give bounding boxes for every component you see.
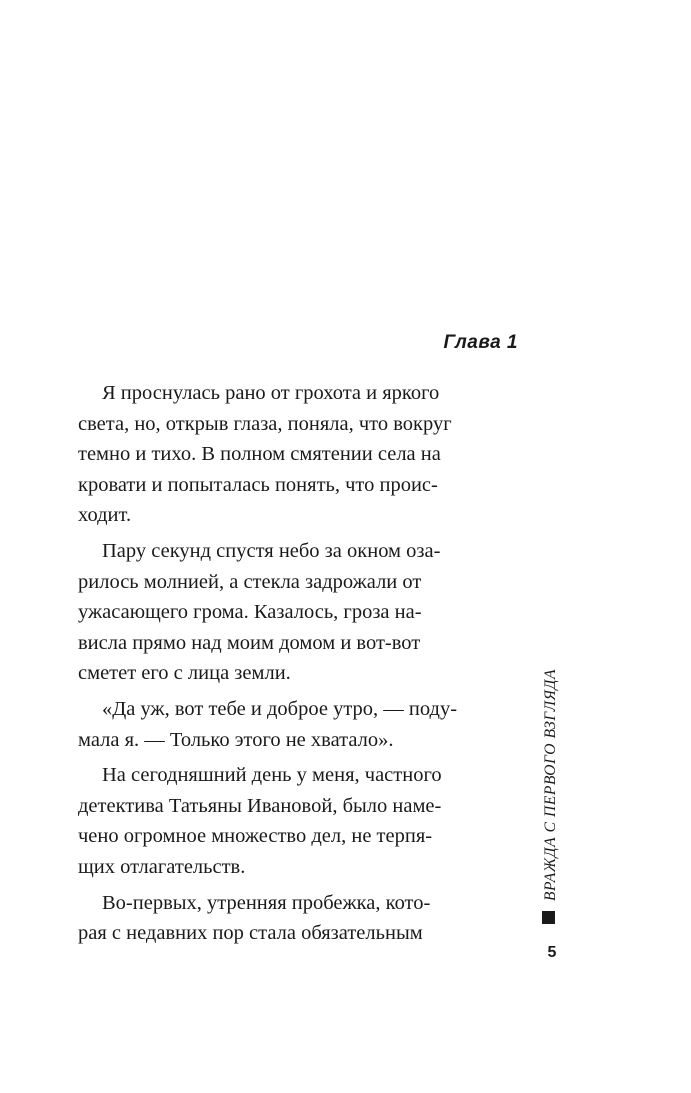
paragraph-3: «Да уж, вот тебе и доброе утро, — поду- мала я. — Только этого не хватало». (78, 697, 458, 751)
running-title-container (536, 640, 566, 930)
square-marker-icon (542, 911, 555, 924)
paragraph-2: Пару секунд спустя небо за окном оза- рилось молнией, а стекла задрожали от ужасающего грома. Казалось, гроза на- висла прямо над моим домом и вот-вот сметет его с лица земли. (78, 539, 441, 685)
chapter-heading: Глава 1 (443, 332, 518, 353)
running-title: ВРАЖДА С ПЕРВОГО ВЗГЛЯДА (542, 668, 559, 902)
paragraph-5: Во-первых, утренняя пробежка, кото- рая с недавних пор стала обязательным (78, 891, 431, 945)
paragraph-4: На сегодняшний день у меня, частного детектива Татьяны Ивановой, было наме- чено огромное множество дел, не терпя- щих отлагательств. (78, 764, 442, 878)
page-number: 5 (547, 944, 557, 961)
body-text (78, 378, 518, 949)
paragraph-1: Я проснулась рано от грохота и яркого света, но, открыв глаза, поняла, что вокруг темно и тихо. В полном смятении села на кровати и попыталась понять, что проис- ходит. (78, 382, 452, 527)
